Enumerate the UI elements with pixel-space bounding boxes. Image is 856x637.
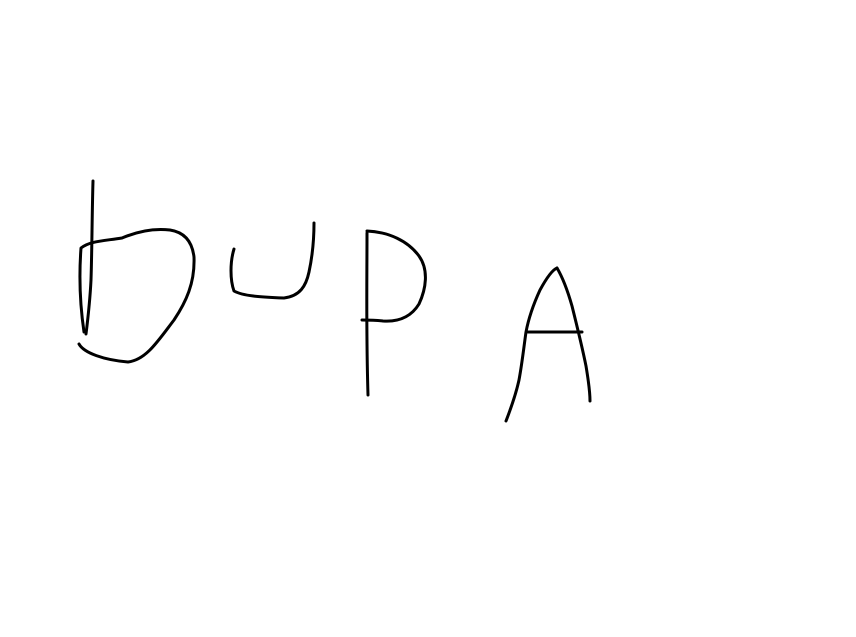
letter-p <box>362 231 425 395</box>
letter-a-left-leg <box>506 268 557 421</box>
letter-p-bowl <box>362 231 425 321</box>
letter-b-bowl <box>79 229 194 362</box>
letter-p-stem <box>367 233 368 395</box>
letter-b <box>79 181 194 362</box>
letter-a-right-leg <box>557 268 590 401</box>
letter-u-stroke <box>231 223 314 298</box>
letter-b-stem <box>86 181 93 334</box>
letter-a <box>506 268 590 421</box>
letter-u <box>231 223 314 298</box>
